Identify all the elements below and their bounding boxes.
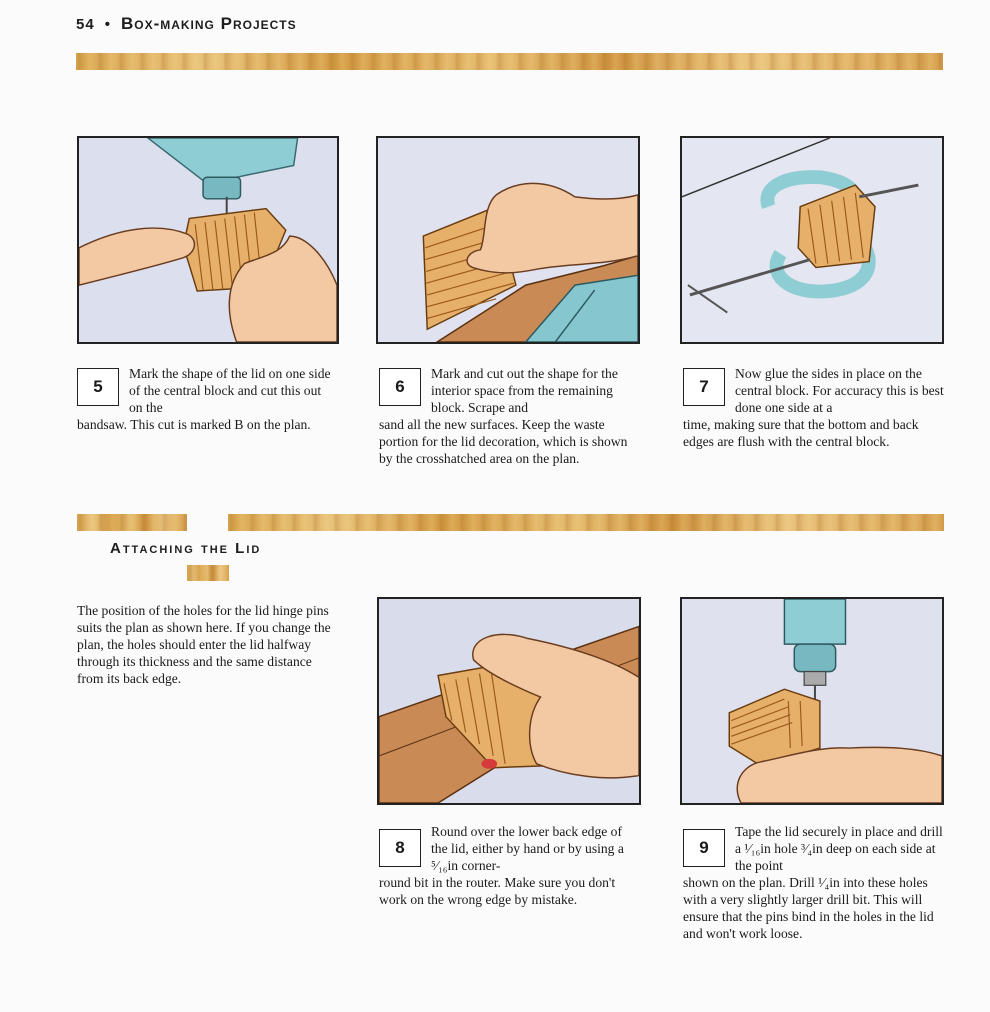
section-wood-stripe-right — [228, 514, 944, 531]
illustration-step-6 — [376, 136, 640, 344]
step-9-caption — [683, 823, 945, 942]
step-6-text-rest: sand all the new surfaces. Keep the waste portion for the lid decoration, which is shown by the crosshatched area on the plan. — [379, 417, 628, 466]
illustration-step-7 — [680, 136, 944, 344]
step-7-caption — [683, 365, 945, 450]
step-9-text-first: Tape the lid securely in place and drill a ¹⁄₁₆in hole ³⁄₄in deep on each side at the point — [735, 824, 943, 873]
step-5-text-rest: bandsaw. This cut is marked B on the plan. — [77, 417, 311, 432]
step-number-9: 9 — [683, 829, 725, 867]
illustration-step-5 — [77, 136, 339, 344]
top-wood-stripe — [76, 53, 943, 70]
step-9-text-rest: shown on the plan. Drill ¹⁄₄in into these holes with a very slightly larger drill bit. This will ensure that the pins bind in the holes in the lid and won't work loose. — [683, 875, 934, 941]
step-6-text-first: Mark and cut out the shape for the interior space from the remaining block. Scrape and — [431, 366, 618, 415]
step-6-caption — [379, 365, 641, 467]
step-5-text-first: Mark the shape of the lid on one side of the central block and cut this out on the — [129, 366, 331, 415]
step-number-5: 5 — [77, 368, 119, 406]
step-7-text-first: Now glue the sides in place on the central block. For accuracy this is best done one side at a — [735, 366, 944, 415]
page-number: 54 — [76, 16, 95, 33]
step-number-7: 7 — [683, 368, 725, 406]
step-8-text-rest: round bit in the router. Make sure you don't work on the wrong edge by mistake. — [379, 875, 616, 907]
running-title: Box-making Projects — [120, 14, 297, 33]
section-wood-stripe-left — [77, 514, 187, 531]
step-number-8: 8 — [379, 829, 421, 867]
header-bullet: • — [104, 16, 111, 33]
step-number-6: 6 — [379, 368, 421, 406]
step-8-caption — [379, 823, 641, 908]
section-title: Attaching the Lid — [110, 540, 262, 557]
step-5-caption — [77, 365, 337, 433]
section-title-wood-block — [187, 565, 229, 581]
illustration-step-9 — [680, 597, 944, 805]
step-8-text-first: Round over the lower back edge of the lid, either by hand or by using a ⁵⁄₁₆in corner- — [431, 824, 624, 873]
step-7-text-rest: time, making sure that the bottom and back edges are flush with the central block. — [683, 417, 919, 449]
running-header — [76, 14, 297, 34]
illustration-step-8 — [377, 597, 641, 805]
section-intro: The position of the holes for the lid hinge pins suits the plan as shown here. If you change the plan, the holes should enter the lid halfway through its thickness and the same distance from its back edge. — [77, 603, 331, 686]
